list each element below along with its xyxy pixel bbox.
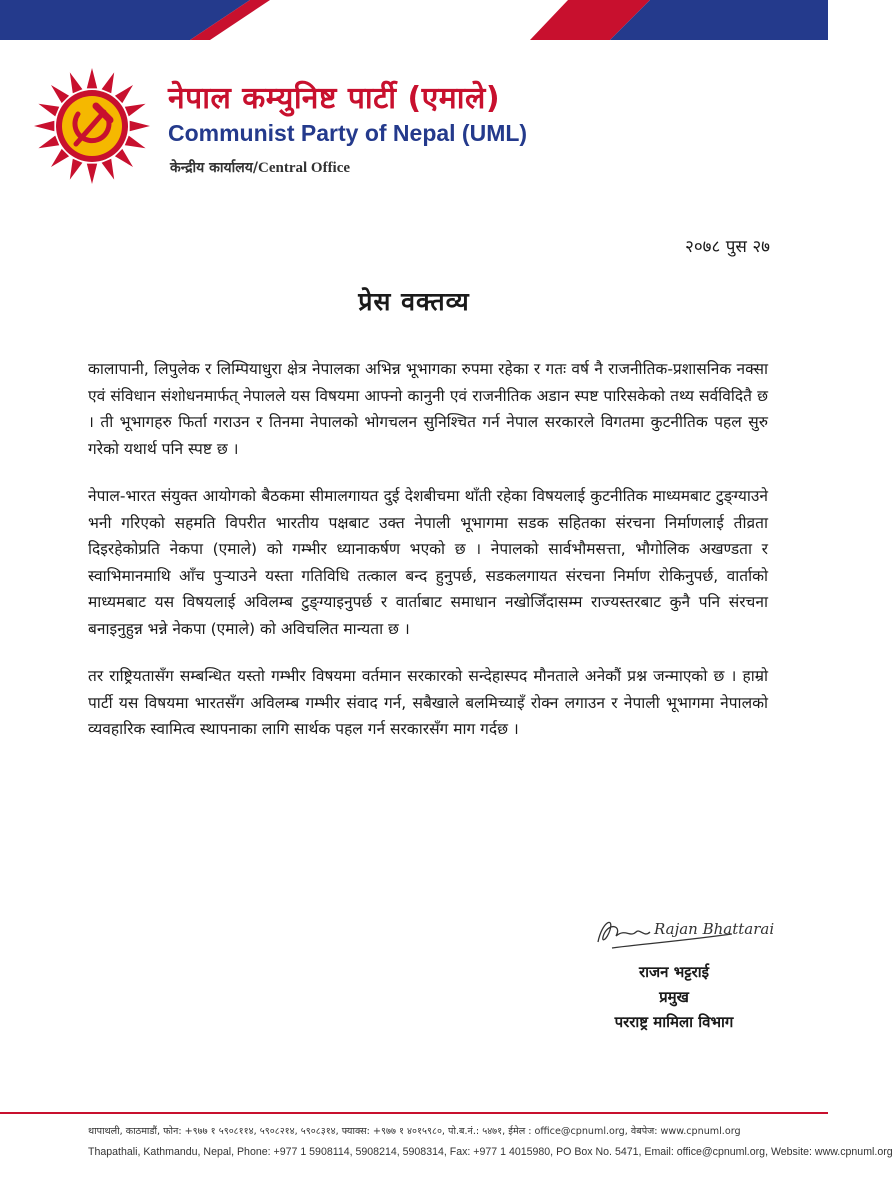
- office-label: [170, 158, 350, 177]
- logo-sun-ray: [70, 159, 83, 180]
- logo-sun-ray: [102, 159, 115, 180]
- logo-sun-ray: [125, 104, 146, 117]
- header-color-band: [0, 0, 828, 40]
- statement-body: [88, 356, 768, 764]
- signer-name: राजन भट्टराई: [639, 963, 709, 981]
- statement-paragraph: कालापानी, लिपुलेक र लिम्पियाधुरा क्षेत्र नेपालका अभिन्न भूभागका रुपमा रहेका र गतः वर्ष नै राजनीतिक-प्रशासनिक नक्सा एवं संविधान संशोधनमार्फत् नेपालले यस विषयमा आफ्नो कानुनी एवं राजनीतिक अडान स्पष्ट पारिसकेको तथ्य सर्वविदितै छ । ती भूभागहरु फिर्ता गराउन र तिनमा नेपालको भोगचलन सुनिश्चित गर्न नेपाल सरकारले विगतमा कुटनीतिक पहल सुरु गरेको यथार्थ पनि स्पष्ट छ ।: [88, 360, 768, 458]
- logo-sun-ray: [115, 85, 133, 103]
- logo-sun-ray: [87, 164, 97, 184]
- signer-department: परराष्ट्र मामिला विभाग: [614, 1013, 734, 1031]
- logo-sun-ray: [125, 136, 146, 149]
- logo-sun-ray: [115, 149, 133, 167]
- logo-sun-ray: [51, 85, 69, 103]
- handwritten-signature: [592, 908, 775, 956]
- logo-sun-ray: [70, 72, 83, 93]
- logo-sun-ray: [38, 136, 59, 149]
- signature-script: Rajan Bhattarai: [654, 920, 775, 938]
- office-english: Central Office: [258, 160, 351, 176]
- party-name-english: Communist Party of Nepal (UML): [168, 120, 528, 146]
- party-logo-sun-hammer-sickle-icon: [32, 66, 152, 186]
- office-nepali: केन्द्रीय कार्यालय: [170, 160, 253, 176]
- office-separator: /: [252, 160, 258, 176]
- signer-role: प्रमुख: [659, 988, 689, 1006]
- footer-contact-nepali: थापाथली, काठमाडौं, फोन: +९७७ १ ५९०८११४, ५९०८२१४, ५९०८३१४, फ्याक्स: +९७७ १ ४०१५९८०, पो.ब.नं.: ५४७१, ईमेल : office@cpnuml.org, वेबपेज: www.cpnuml.org: [88, 1126, 741, 1137]
- footer-contact-english: Thapathali, Kathmandu, Nepal, Phone: +977 1 5908114, 5908214, 5908314, Fax: +977 1 4015980, PO Box No. 5471, Email: office@cpnuml.org, Website: www.cpnuml.org: [88, 1146, 893, 1158]
- statement-paragraph: नेपाल-भारत संयुक्त आयोगको बैठकमा सीमालगायत दुई देशबीचमा थाँती रहेका विषयलाई कुटनीतिक माध्यमबाट टुङ्ग्याउने भनी गरिएको सहमति विपरीत भारतीय पक्षबाट उक्त नेपाली भूभागमा सडक सहितका संरचना निर्माणलाई तीव्रता दिइरहेकोप्रति नेकपा (एमाले) को गम्भीर ध्यानाकर्षण भएको छ । नेपालको सार्वभौमसत्ता, भौगोलिक अखण्डता र स्वाभिमानमाथि आँच पुऱ्याउने यस्ता गतिविधि तत्काल बन्द हुनुपर्छ, सडकलगायत संरचना निर्माण रोकिनुपर्छ, वार्ताको माध्यमबाट यस विषयलाई अविलम्ब टुङ्ग्याइनुपर्छ र वार्ताबाट समाधान नखोजिँदासम्म राज्यस्तरबाट कुनै पनि संरचना बनाइनुहुन्न भन्ने नेकपा (एमाले) को अविचलित मान्यता छ ।: [88, 487, 768, 638]
- logo-sun-ray: [51, 149, 69, 167]
- document-date: २०७८ पुस २७: [685, 237, 770, 257]
- logo-sun-ray: [34, 121, 54, 131]
- statement-paragraph: तर राष्ट्रियतासँग सम्बन्धित यस्तो गम्भीर विषयमा वर्तमान सरकारको सन्देहास्पद मौनताले अनेकौं प्रश्न जन्माएको छ । हाम्रो पार्टी यस विषयमा भारतसँग अविलम्ब गम्भीर संवाद गर्न, सबैखाले बलमिच्याइँ रोक्न लगाउन र नेपाली भूभागमा नेपालको व्यवहारिक स्वामित्व स्थापनाका लागि सार्थक पहल गर्न सरकारसँग माग गर्दछ ।: [88, 667, 768, 738]
- logo-sun-ray: [38, 104, 59, 117]
- logo-sun-ray: [102, 72, 115, 93]
- footer-divider: [0, 1112, 828, 1114]
- logo-sun-ray: [130, 121, 150, 131]
- party-name-nepali: नेपाल कम्युनिष्ट पार्टी (एमाले): [168, 81, 501, 116]
- logo-sun-ray: [87, 68, 97, 88]
- document-title: प्रेस वक्तव्य: [358, 287, 470, 316]
